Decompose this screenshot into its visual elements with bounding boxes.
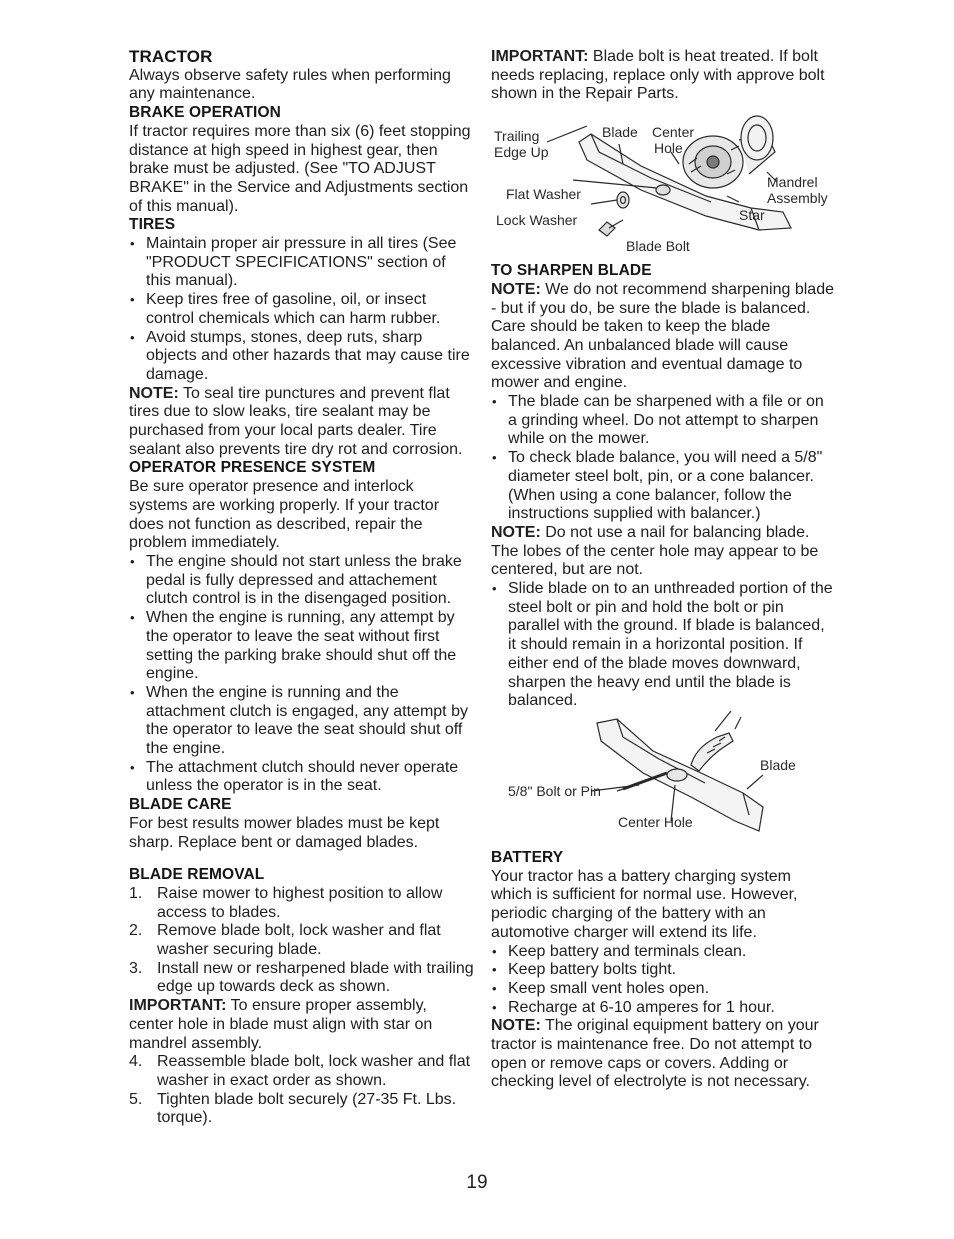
label-star: Star: [739, 207, 765, 224]
label-center-hole: Center Hole: [618, 813, 693, 830]
heading-sharpen-blade: TO SHARPEN BLADE: [491, 262, 652, 280]
list-item: • The engine should not start unless the brake pedal is fully depressed and attachement clutch control is in the disengaged position.: [129, 553, 474, 609]
ops-list: [129, 553, 474, 796]
label-mandrel: Mandrel: [767, 174, 818, 191]
step-text: Tighten blade bolt securely (27-35 Ft. Lbs. torque).: [157, 1090, 457, 1127]
heading-blade-care: BLADE CARE: [129, 796, 232, 814]
blade-removal-steps-2: [129, 1053, 474, 1128]
note-label: NOTE:: [491, 280, 541, 298]
label-edge-up: Edge Up: [494, 144, 549, 161]
heading-tractor: TRACTOR: [129, 47, 213, 66]
sharpen-list: [491, 393, 836, 524]
step-text: Raise mower to highest position to allow access to blades.: [157, 884, 443, 921]
important-text: To ensure proper assembly, center hole in blade must align with star on mandrel assembly.: [129, 997, 433, 1052]
label-bolt-or-pin: 5/8" Bolt or Pin: [508, 782, 601, 799]
list-item: • Slide blade on to an unthreaded portion of the steel bolt or pin and hold the bolt or pin parallel with the ground. If blade is balanced, it should remain in a horizontal position. If either end of the blade moves downward, sharpen the heavy end until the blade is balanced.: [491, 580, 836, 711]
label-trailing: Trailing: [494, 128, 540, 145]
step-number: 2.: [129, 922, 143, 940]
list-item: • The attachment clutch should never operate unless the operator is in the seat.: [129, 759, 474, 796]
heading-battery: BATTERY: [491, 848, 564, 866]
important-label: IMPORTANT:: [129, 997, 227, 1015]
note-label: NOTE:: [129, 384, 179, 402]
list-item: • The blade can be sharpened with a file or on a grinding wheel. Do not attempt to sharpen while on the mower.: [491, 393, 836, 449]
step-item: [129, 1053, 474, 1090]
blade-care-text: For best results mower blades must be kept sharp. Replace bent or damaged blades.: [129, 814, 440, 851]
blade-assembly-figure: [491, 104, 836, 255]
label-hole: Hole: [654, 140, 683, 157]
label-flat-washer: Flat Washer: [506, 186, 581, 203]
battery-text: Your tractor has a battery charging system which is sufficient for normal use. However, periodic charging of the battery with an automotive charger will extend its life.: [491, 867, 798, 941]
label-blade: Blade: [602, 124, 638, 141]
brake-text: If tractor requires more than six (6) feet stopping distance at high speed in highest gear, then brake must be adjusted. (See "TO ADJUST BRAKE" in the Service and Adjustments section of this manual).: [129, 122, 471, 215]
list-item: • Maintain proper air pressure in all tires (See "PRODUCT SPECIFICATIONS" section of this manual).: [129, 235, 474, 291]
list-item: • Keep battery bolts tight.: [491, 961, 836, 980]
note-label: NOTE:: [491, 1017, 541, 1035]
page-number: 19: [466, 1172, 488, 1193]
step-item: [129, 885, 474, 922]
bolt-important: [491, 48, 836, 104]
note-label: NOTE:: [491, 523, 541, 541]
step-item: [129, 922, 474, 959]
step-text: Remove blade bolt, lock washer and flat washer securing blade.: [157, 922, 441, 959]
label-center: Center: [652, 124, 695, 141]
note-text: To seal tire punctures and prevent flat tires due to slow leaks, tire sealant may be purchased from your local parts dealer. Tire sealant also prevents tire dry rot and corrosion.: [129, 384, 463, 458]
important-label: IMPORTANT:: [491, 48, 589, 65]
sharpen-note-1: [491, 281, 836, 318]
tires-note: [129, 385, 474, 460]
tractor-text: Always observe safety rules when performing any maintenance.: [129, 66, 451, 103]
sharpen-note-2: [491, 524, 836, 580]
blade-balance-figure: [491, 711, 836, 841]
label-lock-washer: Lock Washer: [496, 212, 578, 229]
note-text: We do not recommend sharpening blade - but if you do, be sure the blade is balanced.: [491, 280, 834, 317]
step-text: Install new or resharpened blade with trailing edge up towards deck as shown.: [157, 959, 474, 996]
note-text: Do not use a nail for balancing blade. The lobes of the center hole may appear to be centered, but are not.: [491, 523, 819, 579]
list-item: • Keep small vent holes open.: [491, 980, 836, 999]
label-blade: Blade: [760, 756, 796, 773]
right-column: [491, 48, 836, 1092]
battery-note: [491, 1017, 836, 1092]
list-item: • When the engine is running, any attempt by the operator to leave the seat without first setting the parking brake should shut off the engine.: [129, 609, 474, 684]
sharpen-text: Care should be taken to keep the blade balanced. An unbalanced blade will cause excessive vibration and eventual damage to mower and engine.: [491, 318, 803, 392]
blade-removal-steps: [129, 885, 474, 997]
left-column: [129, 48, 474, 1128]
list-item: • Avoid stumps, stones, deep ruts, sharp objects and other hazards that may cause tire damage.: [129, 329, 474, 385]
heading-blade-removal: BLADE REMOVAL: [129, 866, 265, 884]
step-item: [129, 1091, 474, 1128]
label-blade-bolt: Blade Bolt: [626, 238, 690, 255]
ops-text: Be sure operator presence and interlock systems are working properly. If your tractor does not function as described, repair the problem immediately.: [129, 478, 440, 552]
heading-operator-presence: OPERATOR PRESENCE SYSTEM: [129, 459, 376, 477]
tires-list: [129, 235, 474, 385]
important-text: Blade bolt is heat treated. If bolt needs replacing, replace only with approve bolt shown in the Repair Parts.: [491, 48, 825, 103]
sharpen-list-2: [491, 580, 836, 711]
heading-tires: TIRES: [129, 216, 176, 234]
list-item: • Keep tires free of gasoline, oil, or insect control chemicals which can harm rubber.: [129, 291, 474, 328]
step-number: 1.: [129, 884, 143, 902]
step-number: 4.: [129, 1053, 143, 1071]
label-assembly: Assembly: [767, 190, 828, 207]
list-item: • To check blade balance, you will need a 5/8" diameter steel bolt, pin, or a cone balancer. (When using a cone balancer, follow the instructions supplied with balancer.): [491, 449, 836, 524]
battery-list: [491, 943, 836, 1018]
step-text: Reassemble blade bolt, lock washer and flat washer in exact order as shown.: [157, 1053, 471, 1089]
list-item: • When the engine is running and the attachment clutch is engaged, any attempt by the operator to leave the seat should shut off the engine.: [129, 684, 474, 759]
step-item: [129, 960, 474, 997]
list-item: • Recharge at 6-10 amperes for 1 hour.: [491, 999, 836, 1018]
list-item: • Keep battery and terminals clean.: [491, 943, 836, 962]
blade-removal-important: [129, 997, 474, 1053]
heading-brake-operation: BRAKE OPERATION: [129, 104, 281, 122]
step-number: 5.: [129, 1090, 143, 1108]
step-number: 3.: [129, 959, 143, 977]
note-text: The original equipment battery on your tractor is maintenance free. Do not attempt to open or remove caps or covers. Adding or checking level of electrolyte is not necessary.: [491, 1017, 819, 1091]
